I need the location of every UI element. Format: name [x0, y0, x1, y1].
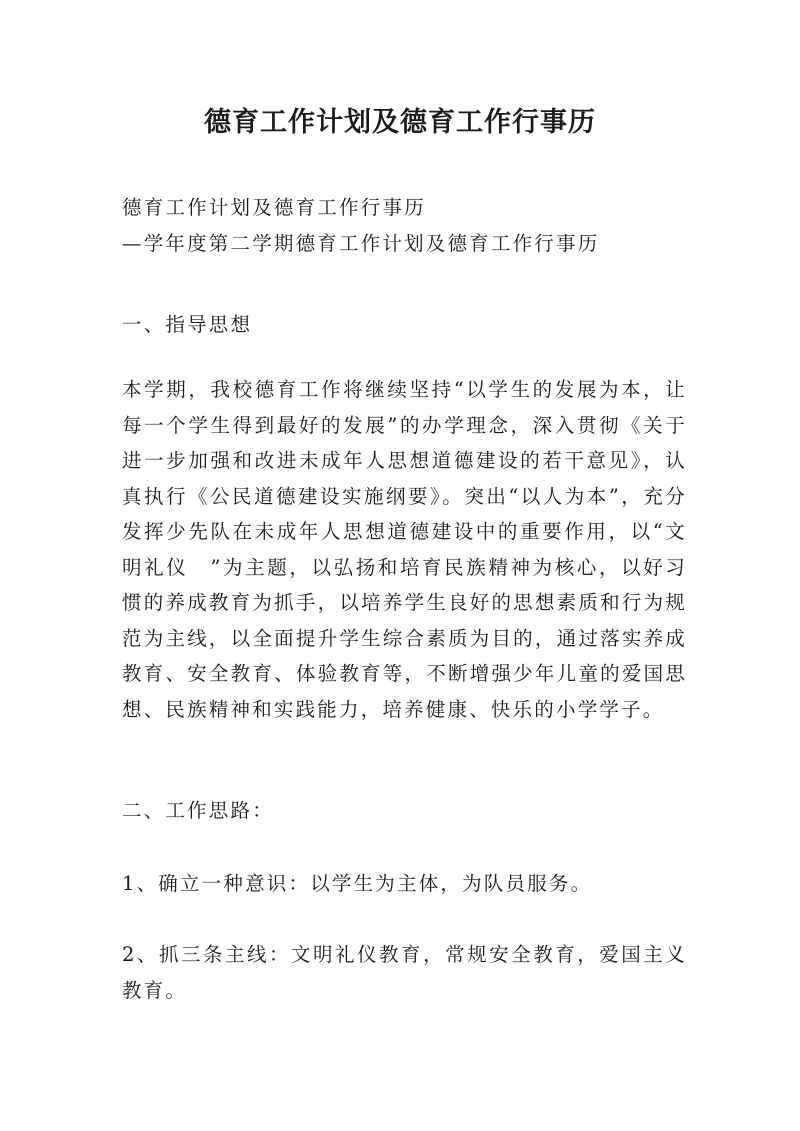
document-title: 德育工作计划及德育工作行事历 — [204, 107, 596, 138]
subtitle-line-1: 德育工作计划及德育工作行事历 — [122, 196, 426, 219]
list-item-2: 2、抓三条主线：文明礼仪教育，常规安全教育，爱国主义教育。 — [122, 943, 687, 1002]
list-item-1: 1、确立一种意识：以学生为主体，为队员服务。 — [122, 872, 593, 895]
section-1-paragraph: 本学期，我校德育工作将继续坚持“以学生的发展为本，让每一个学生得到最好的发展”的办学理念，深入贯彻《关于进一步加强和改进未成年人思想道德建设的若干意见》，认真执行《公民道德建设实施纲要》。突出“以人为本”，充分发挥少先队在未成年人思想道德建设中的重要作用，以“文明礼仪 ”为主题，以弘扬和培育民族精神为核心，以好习惯的养成教育为抓手，以培养学生良好的思想素质和行为规范为主线，以全面提升学生综合素质为目的，通过落实养成教育、安全教育、体验教育等，不断增强少年儿童的爱国思想、民族精神和实践能力，培养健康、快乐的小学学子。 — [122, 378, 687, 721]
subtitle-line-2: —学年度第二学期德育工作计划及德育工作行事历 — [122, 232, 600, 255]
section-1-heading: 一、指导思想 — [122, 313, 253, 336]
section-2-heading: 二、工作思路： — [122, 799, 274, 822]
